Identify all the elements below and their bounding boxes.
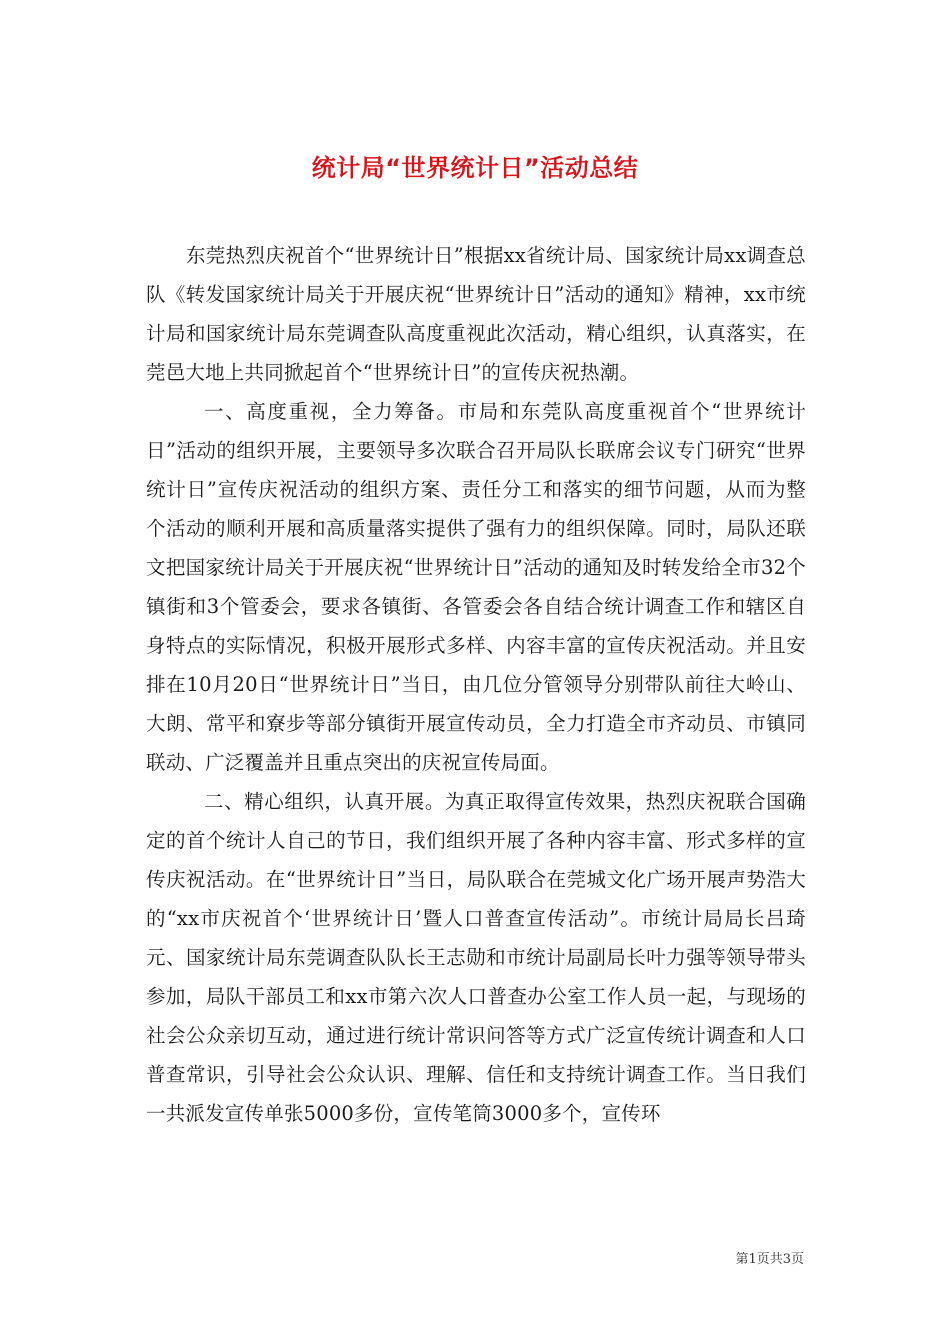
paragraph-intro: 东莞热烈庆祝首个“世界统计日”根据xx省统计局、国家统计局xx调查总队《转发国家统计局关于开展庆祝“世界统计日”活动的通知》精神，xx市统计局和国家统计局东莞调查队高度重视此次活动，精心组织，认真落实，在莞邑大地上共同掀起首个“世界统计日”的宣传庆祝热潮。 xyxy=(146,244,806,384)
page-number: 第1页共3页 xyxy=(735,1252,804,1267)
paragraph-section-one: 一、高度重视，全力筹备。市局和东莞队高度重视首个“世界统计日”活动的组织开展，主要领导多次联合召开局队长联席会议专门研究“世界统计日”宣传庆祝活动的组织方案、责任分工和落实的细节问题，从而为整个活动的顺利开展和高质量落实提供了强有力的组织保障。同时，局队还联文把国家统计局关于开展庆祝“世界统计日”活动的通知及时转发给全市32个镇街和3个管委会，要求各镇街、各管委会各自结合统计调查工作和辖区自身特点的实际情况，积极开展形式多样、内容丰富的宣传庆祝活动。并且安排在10月20日“世界统计日”当日，由几位分管领导分别带队前往大岭山、大朗、常平和寮步等部分镇街开展宣传动员，全力打造全市齐动员、市镇同联动、广泛覆盖并且重点突出的庆祝宣传局面。 xyxy=(146,400,806,774)
paragraph-section-two: 二、精心组织，认真开展。为真正取得宣传效果，热烈庆祝联合国确定的首个统计人自己的节日，我们组织开展了各种内容丰富、形式多样的宣传庆祝活动。在“世界统计日”当日，局队联合在莞城文化广场开展声势浩大的“xx市庆祝首个‘世界统计日’暨人口普查宣传活动”。市统计局局长吕琦元、国家统计局东莞调查队队长王志勋和市统计局副局长叶力强等领导带头参加，局队干部员工和xx市第六次人口普查办公室工作人员一起，与现场的社会公众亲切互动，通过进行统计常识问答等方式广泛宣传统计调查和人口普查常识，引导社会公众认识、理解、信任和支持统计调查工作。当日我们一共派发宣传单张5000多份，宣传笔筒3000多个，宣传环 xyxy=(146,790,806,1125)
document-body xyxy=(146,236,806,1133)
document-title: 统计局“世界统计日”活动总结 xyxy=(311,154,639,183)
